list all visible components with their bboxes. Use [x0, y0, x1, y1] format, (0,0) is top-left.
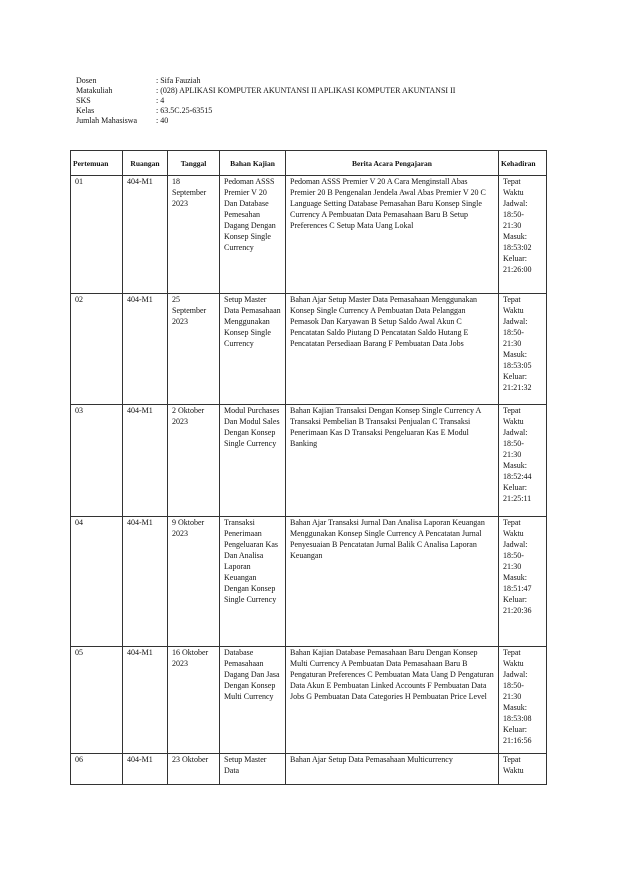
header-label: Matakuliah: [76, 86, 113, 95]
header-row-dosen: [76, 76, 455, 86]
cell-berita-acara: Bahan Ajar Setup Data Pemasahaan Multicurrency: [286, 754, 499, 785]
cell-kehadiran: Tepat Waktu Jadwal: 18:50-21:30 Masuk: 18:52:44 Keluar: 21:25:11: [499, 405, 547, 517]
header-value-sks: 4: [160, 96, 165, 105]
cell-bahan-kajian: Pedoman ASSS Premier V 20 Dan Database Pemesahan Dagang Dengan Konsep Single Currency: [220, 176, 286, 294]
header-label: Dosen: [76, 76, 97, 85]
cell-berita-acara: Bahan Ajar Transaksi Jurnal Dan Analisa Laporan Keuangan Menggunakan Konsep Single Currency A Pencatatan Jurnal Penyesuaian B Pencatatan Jurnal Balik C Analisa Laporan Keuangan: [286, 517, 499, 647]
cell-bahan-kajian: Database Pemasahaan Dagang Dan Jasa Dengan Konsep Multi Currency: [220, 647, 286, 754]
cell-berita-acara: Bahan Ajar Setup Master Data Pemasahaan Menggunakan Konsep Single Currency A Pembuatan Data Pelanggan Pemasok Dan Karyawan B Setup Saldo Awal Akun C Pencatatan Saldo Piutang D Pencatatan Saldo Hutang E Pencatatan Persediaan Barang F Pembuatan Data Jobs: [286, 294, 499, 405]
header-row-matakuliah: [76, 86, 455, 96]
cell-kehadiran: Tepat Waktu Jadwal: 18:50-21:30 Masuk: 18:51:47 Keluar: 21:20:36: [499, 517, 547, 647]
header-value-dosen: Sifa Fauziah: [160, 76, 201, 85]
cell-bahan-kajian: Transaksi Penerimaan Pengeluaran Kas Dan Analisa Laporan Keuangan Dengan Konsep Single Currency: [220, 517, 286, 647]
cell-tanggal: 16 Oktober 2023: [168, 647, 220, 754]
cell-ruangan: 404-M1: [123, 647, 168, 754]
cell-berita-acara: Bahan Kajian Database Pemasahaan Baru Dengan Konsep Multi Currency A Pembuatan Data Pemasahaan Baru B Pengaturan Preferences C Pembuatan Mata Uang D Pengaturan Data Akun E Pembuatan Linked Accounts F Pembuatan Data Jobs G Pembuatan Data Categories H Pembuatan Price Level: [286, 647, 499, 754]
cell-bahan-kajian: Setup Master Data: [220, 754, 286, 785]
cell-bahan-kajian: Setup Master Data Pemasahaan Menggunakan Konsep Single Currency: [220, 294, 286, 405]
table-row: [71, 405, 547, 517]
column-header-tanggal: Tanggal: [168, 151, 220, 176]
cell-ruangan: 404-M1: [123, 517, 168, 647]
header-colon: :: [156, 106, 159, 115]
column-header-berita-acara: Berita Acara Pengajaran: [286, 151, 499, 176]
header-value-matakuliah: (028) APLIKASI KOMPUTER AKUNTANSI II APLIKASI KOMPUTER AKUNTANSI II: [160, 86, 456, 95]
header-value-kelas: 63.5C.25-63515: [160, 106, 213, 115]
column-header-bahan-kajian: Bahan Kajian: [220, 151, 286, 176]
cell-ruangan: 404-M1: [123, 405, 168, 517]
table-row: [71, 754, 547, 785]
course-info-header: [76, 76, 455, 126]
header-label: SKS: [76, 96, 91, 105]
cell-pertemuan: 05: [71, 647, 123, 754]
cell-pertemuan: 02: [71, 294, 123, 405]
header-label: Kelas: [76, 106, 95, 115]
header-label: Jumlah Mahasiswa: [76, 116, 138, 125]
table-row: [71, 294, 547, 405]
cell-pertemuan: 06: [71, 754, 123, 785]
cell-berita-acara: Pedoman ASSS Premier V 20 A Cara Menginstall Abas Premier 20 B Pengenalan Jendela Awal Abas Premier V 20 C Language Setting Database Pemasahan Baru Konsep Single Currency A Pembuatan Data Pemasahaan Baru B Setup Preferences C Setup Mata Uang Lokal: [286, 176, 499, 294]
header-value-jumlah-mahasiswa: 40: [160, 116, 169, 125]
cell-tanggal: 23 Oktober: [168, 754, 220, 785]
header-colon: :: [156, 86, 159, 95]
attendance-table: [70, 150, 547, 785]
cell-berita-acara: Bahan Kajian Transaksi Dengan Konsep Single Currency A Transaksi Pembelian B Transaksi Penjualan C Transaksi Penerimaan Kas D Transaksi Pengeluaran Kas E Modul Banking: [286, 405, 499, 517]
cell-pertemuan: 03: [71, 405, 123, 517]
header-colon: :: [156, 76, 159, 85]
header-colon: :: [156, 116, 159, 125]
cell-tanggal: 25 September 2023: [168, 294, 220, 405]
cell-kehadiran: Tepat Waktu Jadwal: 18:50-21:30 Masuk: 18:53:05 Keluar: 21:21:32: [499, 294, 547, 405]
table-row: [71, 517, 547, 647]
cell-pertemuan: 01: [71, 176, 123, 294]
cell-kehadiran: Tepat Waktu: [499, 754, 547, 785]
cell-pertemuan: 04: [71, 517, 123, 647]
cell-ruangan: 404-M1: [123, 294, 168, 405]
table-row: [71, 647, 547, 754]
cell-ruangan: 404-M1: [123, 754, 168, 785]
cell-tanggal: 2 Oktober 2023: [168, 405, 220, 517]
column-header-kehadiran: Kehadiran: [499, 151, 547, 176]
cell-kehadiran: Tepat Waktu Jadwal: 18:50-21:30 Masuk: 18:53:02 Keluar: 21:26:00: [499, 176, 547, 294]
column-header-ruangan: Ruangan: [123, 151, 168, 176]
table-header-row: [71, 151, 547, 176]
header-colon: :: [156, 96, 159, 105]
header-row-jumlah-mahasiswa: [76, 116, 455, 126]
table-row: [71, 176, 547, 294]
header-row-kelas: [76, 106, 455, 116]
cell-ruangan: 404-M1: [123, 176, 168, 294]
header-row-sks: [76, 96, 455, 106]
column-header-pertemuan: Pertemuan: [71, 151, 123, 176]
cell-tanggal: 9 Oktober 2023: [168, 517, 220, 647]
cell-tanggal: 18 September 2023: [168, 176, 220, 294]
cell-kehadiran: Tepat Waktu Jadwal: 18:50-21:30 Masuk: 18:53:08 Keluar: 21:16:56: [499, 647, 547, 754]
cell-bahan-kajian: Modul Purchases Dan Modul Sales Dengan Konsep Single Currency: [220, 405, 286, 517]
